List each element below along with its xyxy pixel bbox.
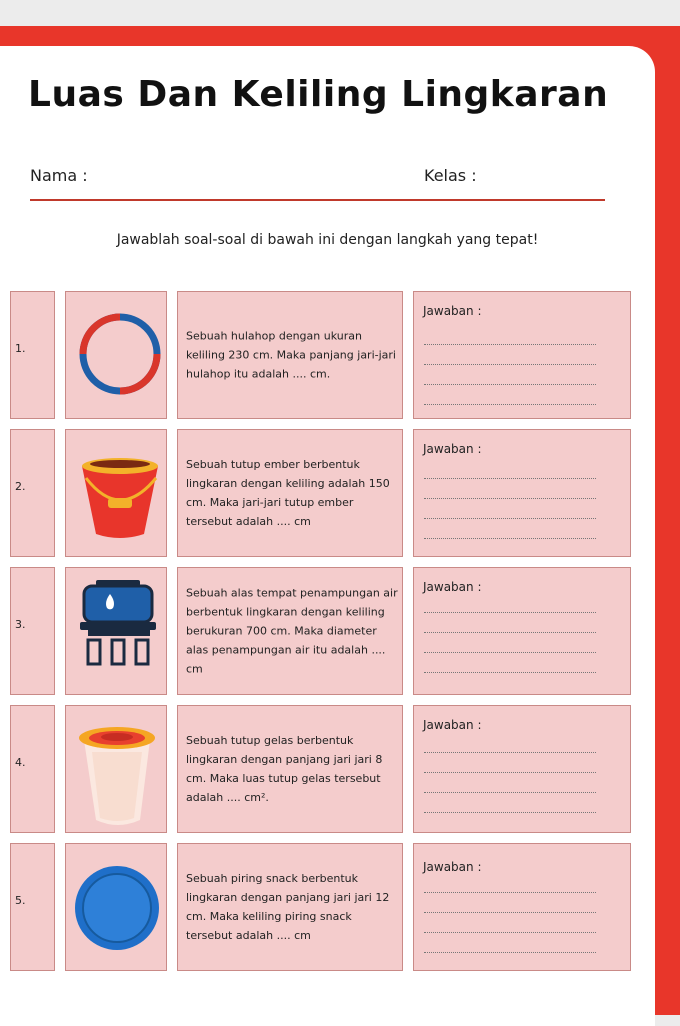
answer-line[interactable] <box>424 632 596 633</box>
answer-line[interactable] <box>424 912 596 913</box>
plate-icon <box>66 844 166 970</box>
question-cell <box>177 843 403 971</box>
question-text: Sebuah tutup gelas berbentuk lingkaran dengan panjang jari jari 8 cm. Maka luas tutup gelas tersebut adalah .... cm². <box>186 734 383 804</box>
question-row-5 <box>10 843 632 971</box>
question-text: Sebuah alas tempat penampungan air berbentuk lingkaran dengan keliling berukuran 700 cm. Maka diameter alas penampungan air itu adalah .... cm <box>186 586 398 676</box>
question-number: 4. <box>15 756 26 769</box>
answer-line[interactable] <box>424 384 596 385</box>
question-row-4 <box>10 705 632 833</box>
instruction-text: Jawablah soal-soal di bawah ini dengan langkah yang tepat! <box>116 232 539 248</box>
hula-hoop-icon <box>66 292 166 418</box>
answer-line[interactable] <box>424 672 596 673</box>
number-cell <box>10 705 55 833</box>
header-rule <box>30 199 605 201</box>
question-cell <box>177 429 403 557</box>
question-row-2 <box>10 429 632 557</box>
answer-line[interactable] <box>424 404 596 405</box>
answer-line[interactable] <box>424 652 596 653</box>
kelas-label: Kelas : <box>424 166 477 185</box>
image-cell <box>65 705 167 833</box>
question-number: 3. <box>15 618 26 631</box>
number-cell <box>10 843 55 971</box>
question-row-3 <box>10 567 632 695</box>
nama-label: Nama : <box>30 166 88 185</box>
worksheet-title: Luas Dan Keliling Lingkaran <box>28 74 609 115</box>
question-cell <box>177 291 403 419</box>
image-cell <box>65 429 167 557</box>
cup-lid-icon <box>66 706 166 832</box>
answer-line[interactable] <box>424 538 596 539</box>
question-number: 1. <box>15 342 26 355</box>
question-text: Sebuah tutup ember berbentuk lingkaran dengan keliling adalah 150 cm. Maka jari-jari tutup ember tersebut adalah .... cm <box>186 458 390 528</box>
answer-label: Jawaban : <box>423 860 482 874</box>
bucket-icon <box>66 430 166 556</box>
question-number: 5. <box>15 894 26 907</box>
answer-line[interactable] <box>424 932 596 933</box>
answer-cell[interactable] <box>413 291 631 419</box>
question-cell <box>177 567 403 695</box>
answer-line[interactable] <box>424 498 596 499</box>
answer-line[interactable] <box>424 364 596 365</box>
image-cell <box>65 843 167 971</box>
answer-line[interactable] <box>424 612 596 613</box>
question-text: Sebuah piring snack berbentuk lingkaran dengan panjang jari jari 12 cm. Maka keliling piring snack tersebut adalah .... cm <box>186 872 390 942</box>
answer-line[interactable] <box>424 344 596 345</box>
answer-label: Jawaban : <box>423 580 482 594</box>
answer-line[interactable] <box>424 752 596 753</box>
answer-cell[interactable] <box>413 567 631 695</box>
answer-line[interactable] <box>424 792 596 793</box>
question-row-1 <box>10 291 632 419</box>
question-text: Sebuah hulahop dengan ukuran keliling 230 cm. Maka panjang jari-jari hulahop itu adalah .... cm. <box>186 329 396 381</box>
image-cell <box>65 291 167 419</box>
question-number: 2. <box>15 480 26 493</box>
answer-line[interactable] <box>424 812 596 813</box>
answer-line[interactable] <box>424 518 596 519</box>
answer-line[interactable] <box>424 772 596 773</box>
number-cell <box>10 429 55 557</box>
answer-cell[interactable] <box>413 705 631 833</box>
number-cell <box>10 567 55 695</box>
answer-cell[interactable] <box>413 843 631 971</box>
answer-label: Jawaban : <box>423 718 482 732</box>
answer-label: Jawaban : <box>423 442 482 456</box>
water-tower-icon <box>66 568 166 694</box>
answer-line[interactable] <box>424 952 596 953</box>
question-cell <box>177 705 403 833</box>
answer-label: Jawaban : <box>423 304 482 318</box>
answer-cell[interactable] <box>413 429 631 557</box>
answer-line[interactable] <box>424 478 596 479</box>
number-cell <box>10 291 55 419</box>
image-cell <box>65 567 167 695</box>
answer-line[interactable] <box>424 892 596 893</box>
